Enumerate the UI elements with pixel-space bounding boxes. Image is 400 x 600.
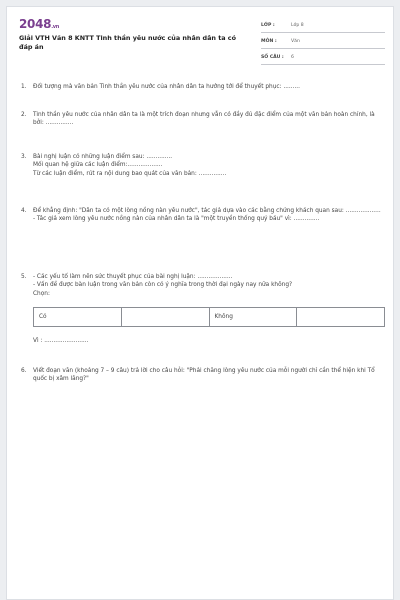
meta-class: LỚP : Lớp 8 [261,19,385,33]
worksheet-title: Giải VTH Văn 8 KNTT Tinh thần yêu nước của nhân dân ta có đáp án [19,34,236,51]
worksheet-page: 2048.vn Giải VTH Văn 8 KNTT Tinh thần yêu nước của nhân dân ta có đáp án LỚP : Lớp 8 MÔN : Văn SỐ CÂU : 6 1. Đối tượng mà văn bản Tinh thần yêu nước của nhân dân ta hướng tới để thuyết phục: ......... 2. Tinh thần yêu nước của nhân dân ta là một trích đoạn nhưng vẫn có đầy đủ đặc điểm của một văn bản hoàn chỉnh, là bởi: ............... 3. Bài nghị luận có những luận điểm sau: .............. Mối quan hệ giữa các luận điểm:................... Từ các luận điểm, rút ra nội dung bao quát của văn bản: ............... 4. Để khẳng định: "Dân ta có một lòng nồng nàn yêu nước", tác giả dựa vào các bằng chứng khách quan sau: ................... - Tác giả xem lòng yêu nước nồng nàn của nhân dân ta là "một truyền thống quý báu" vì: .............. 5. - Các yếu tố làm nên sức thuyết phục của bài nghị luận: ................... - Vấn đề được bàn luận trong văn bản còn có ý nghĩa trong thời đại ngày nay nữa không? Chọn: Có Không Vì : ........................ 6. Viết đoạn văn (khoảng 7 – 9 câu) trả lời cho câu hỏi: "Phải chăng lòng yêu nước của mỗi người chỉ cần thể hiện khi Tổ quốc bị xâm lăng?" [6,6,394,600]
choice-yes-answer[interactable] [122,308,210,326]
worksheet-meta [261,19,385,67]
choice-no[interactable]: Không [210,308,298,326]
choice-table [33,307,385,327]
meta-subject: MÔN : Văn [261,35,385,49]
choice-yes[interactable]: Có [34,308,122,326]
meta-question-count: SỐ CÂU : 6 [261,51,385,65]
worksheet-header [19,17,385,67]
site-logo[interactable]: 2048.vn [19,17,60,31]
choice-no-answer[interactable] [297,308,384,326]
